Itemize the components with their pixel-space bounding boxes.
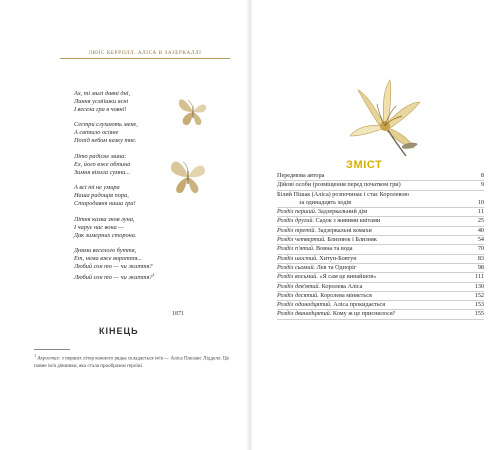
toc-entry-label	[277, 245, 353, 253]
toc-entry-title-continued: за одинадцять ходів	[299, 198, 352, 206]
poem-stanza	[74, 90, 184, 114]
toc-entry-title: Задзеркальні комахи	[316, 226, 372, 234]
toc-entry[interactable]	[277, 227, 484, 236]
toc-entry-page: 153	[474, 301, 484, 309]
toc-entry-page: 9	[480, 181, 484, 189]
toc-entry[interactable]	[277, 208, 484, 217]
toc-entry-chapter: Розділ дев'ятий.	[277, 282, 321, 290]
toc-entry-title: Хитун-Бовтун	[317, 254, 357, 262]
toc-entry-chapter: Розділ восьмий.	[277, 273, 318, 281]
poem-stanza	[74, 121, 184, 145]
poem-line-last	[74, 271, 184, 282]
poem-line: Ех, його вже обтина	[74, 160, 131, 168]
poem-line: І весела гра в човні!	[74, 106, 127, 113]
footnote-marker[interactable]: 1	[152, 271, 155, 277]
footnote	[34, 352, 234, 370]
footnote-number: 1	[34, 353, 37, 358]
toc-entry[interactable]	[277, 283, 484, 292]
table-of-contents	[277, 172, 484, 320]
toc-entry[interactable]	[277, 172, 484, 181]
lily-flower-illustration	[344, 76, 428, 158]
end-mark: КІНЕЦЬ	[99, 326, 139, 336]
poem-line: Сестри слухають мене,	[74, 121, 138, 129]
toc-entry[interactable]	[277, 273, 484, 282]
poem-line: Стародавня наша гра!	[74, 200, 136, 208]
toc-entry-page: 155	[474, 310, 484, 318]
toc-entry-title: Передмова автора	[277, 172, 325, 179]
toc-entry-page: 40	[477, 226, 484, 234]
toc-entry-title: Королева міняється	[318, 291, 372, 299]
toc-entry-label	[277, 255, 357, 263]
toc-entry-label	[277, 283, 362, 291]
poem-line: Любий сон то — чи життя?	[74, 262, 153, 270]
footnote-text: з перших літер кожного рядка складається ім'я — Аліса Плезанс Лідделл. Це повне ім'я дівчинки, яка стала прообразом героїні.	[34, 355, 229, 369]
toc-entry-chapter: Розділ шостий.	[277, 254, 318, 262]
toc-entry-title: Лев та Одноріг	[315, 263, 357, 271]
toc-entry-page: 10	[477, 198, 484, 206]
toc-entry-label	[277, 264, 356, 272]
poem-line: Дак зимерних сторона.	[74, 231, 137, 239]
toc-entry-chapter: Розділ п'ятий.	[277, 245, 315, 253]
toc-entry-title: Аліса прокидається	[331, 301, 386, 309]
toc-entry-page: 8	[480, 172, 484, 179]
toc-entry-label	[277, 273, 376, 281]
toc-entry-label	[277, 208, 367, 216]
toc-entry-title: Задзеркальний дім	[316, 208, 368, 216]
poem-line: Ет, нема вже вороття...	[74, 254, 142, 262]
toc-heading: ЗМІСТ	[346, 159, 383, 171]
poem-line: Ах, ті милі давні дні,	[74, 90, 131, 97]
toc-entry[interactable]	[277, 245, 484, 254]
toc-entry-page: 130	[474, 282, 484, 290]
poem-line-text: Любий сон то — чи життя?	[74, 274, 153, 282]
toc-entry-chapter: Розділ другий.	[277, 217, 315, 225]
poem-line: Линня усміішки ясні	[74, 98, 129, 105]
toc-entry-page: 152	[474, 291, 484, 299]
toc-entry-chapter: Розділ сьомий.	[277, 263, 316, 271]
toc-entry-page: 111	[475, 273, 484, 281]
toc-entry-chapter: Розділ четвертий.	[277, 236, 326, 244]
poem-year: 1871	[172, 311, 184, 317]
butterfly-icon	[176, 94, 210, 130]
toc-entry[interactable]	[277, 310, 484, 319]
poem-line: Літо радісне мина:	[74, 152, 127, 160]
toc-entry-title: Садок з живими квітами	[314, 217, 381, 225]
toc-entry-label	[277, 227, 372, 235]
toc-entry-title: Кому ж це приснилося?	[331, 310, 396, 318]
toc-entry-page: 54	[477, 236, 484, 244]
toc-entry-title: Вовна та вода	[314, 245, 353, 253]
toc-entry-label	[277, 217, 380, 225]
toc-entry-label	[277, 301, 385, 309]
poem-line: Зимня віхола сумна...	[74, 168, 130, 176]
poem-line: Днями веселого буття,	[74, 246, 137, 254]
toc-entry-title: Королева Аліса	[320, 282, 363, 290]
poem-stanza	[74, 247, 184, 282]
toc-entry[interactable]	[277, 255, 484, 264]
left-page	[0, 0, 248, 450]
toc-entry-page: 70	[477, 245, 484, 253]
toc-entry[interactable]	[277, 292, 484, 301]
toc-entry-chapter: Розділ десятий.	[277, 291, 319, 299]
toc-entry[interactable]	[277, 181, 484, 190]
toc-entry[interactable]	[277, 264, 484, 273]
toc-entry-page: 11	[478, 208, 484, 216]
toc-entry-title: Близнюк і Близняк	[325, 236, 377, 244]
poem-line: І чарує нас вона —	[74, 223, 124, 231]
toc-entry-title: «Я сам це винайшов»	[317, 273, 377, 281]
toc-entry-chapter: Розділ перший.	[277, 208, 317, 216]
toc-entry[interactable]	[277, 301, 484, 310]
toc-entry-label	[277, 310, 395, 318]
toc-entry-label	[277, 292, 372, 300]
toc-entry[interactable]	[277, 236, 484, 245]
toc-entry-title: Дійові особи (розміщення перед початком гри)	[277, 181, 401, 189]
poem-line: А світило осіяне	[74, 129, 119, 137]
footnote-rule	[34, 349, 70, 350]
poem-stanza	[74, 216, 184, 240]
footnote-lead: Акростих:	[37, 355, 61, 362]
toc-entry-chapter: Розділ одинадцятий.	[277, 301, 332, 309]
toc-entry[interactable]	[277, 191, 484, 209]
toc-entry-chapter: Розділ третій.	[277, 226, 317, 234]
toc-entry-page: 83	[477, 254, 484, 262]
toc-entry-page: 98	[477, 263, 484, 271]
toc-entry-chapter: Розділ дванадцятий.	[277, 310, 332, 318]
toc-entry-label	[277, 236, 377, 244]
toc-entry-title: Білий Пішак (Аліса) розпочинає і стає Королевою	[277, 190, 410, 198]
poem-line: Наша радощів пора,	[74, 192, 129, 200]
poem-line: Літня казка знов луна,	[74, 215, 135, 223]
butterfly-icon	[165, 155, 211, 199]
running-head-rule	[60, 58, 230, 59]
toc-entry-page: 25	[477, 217, 484, 225]
running-head: ЛЮЇС КЕРРОЛЛ. АЛІСА В ЗАЗЕРКАЛЛІ	[88, 50, 202, 56]
poem-line: А всі ті не умира	[74, 184, 120, 192]
poem-line: Попід небом казку тне.	[74, 137, 137, 145]
toc-entry[interactable]	[277, 217, 484, 226]
